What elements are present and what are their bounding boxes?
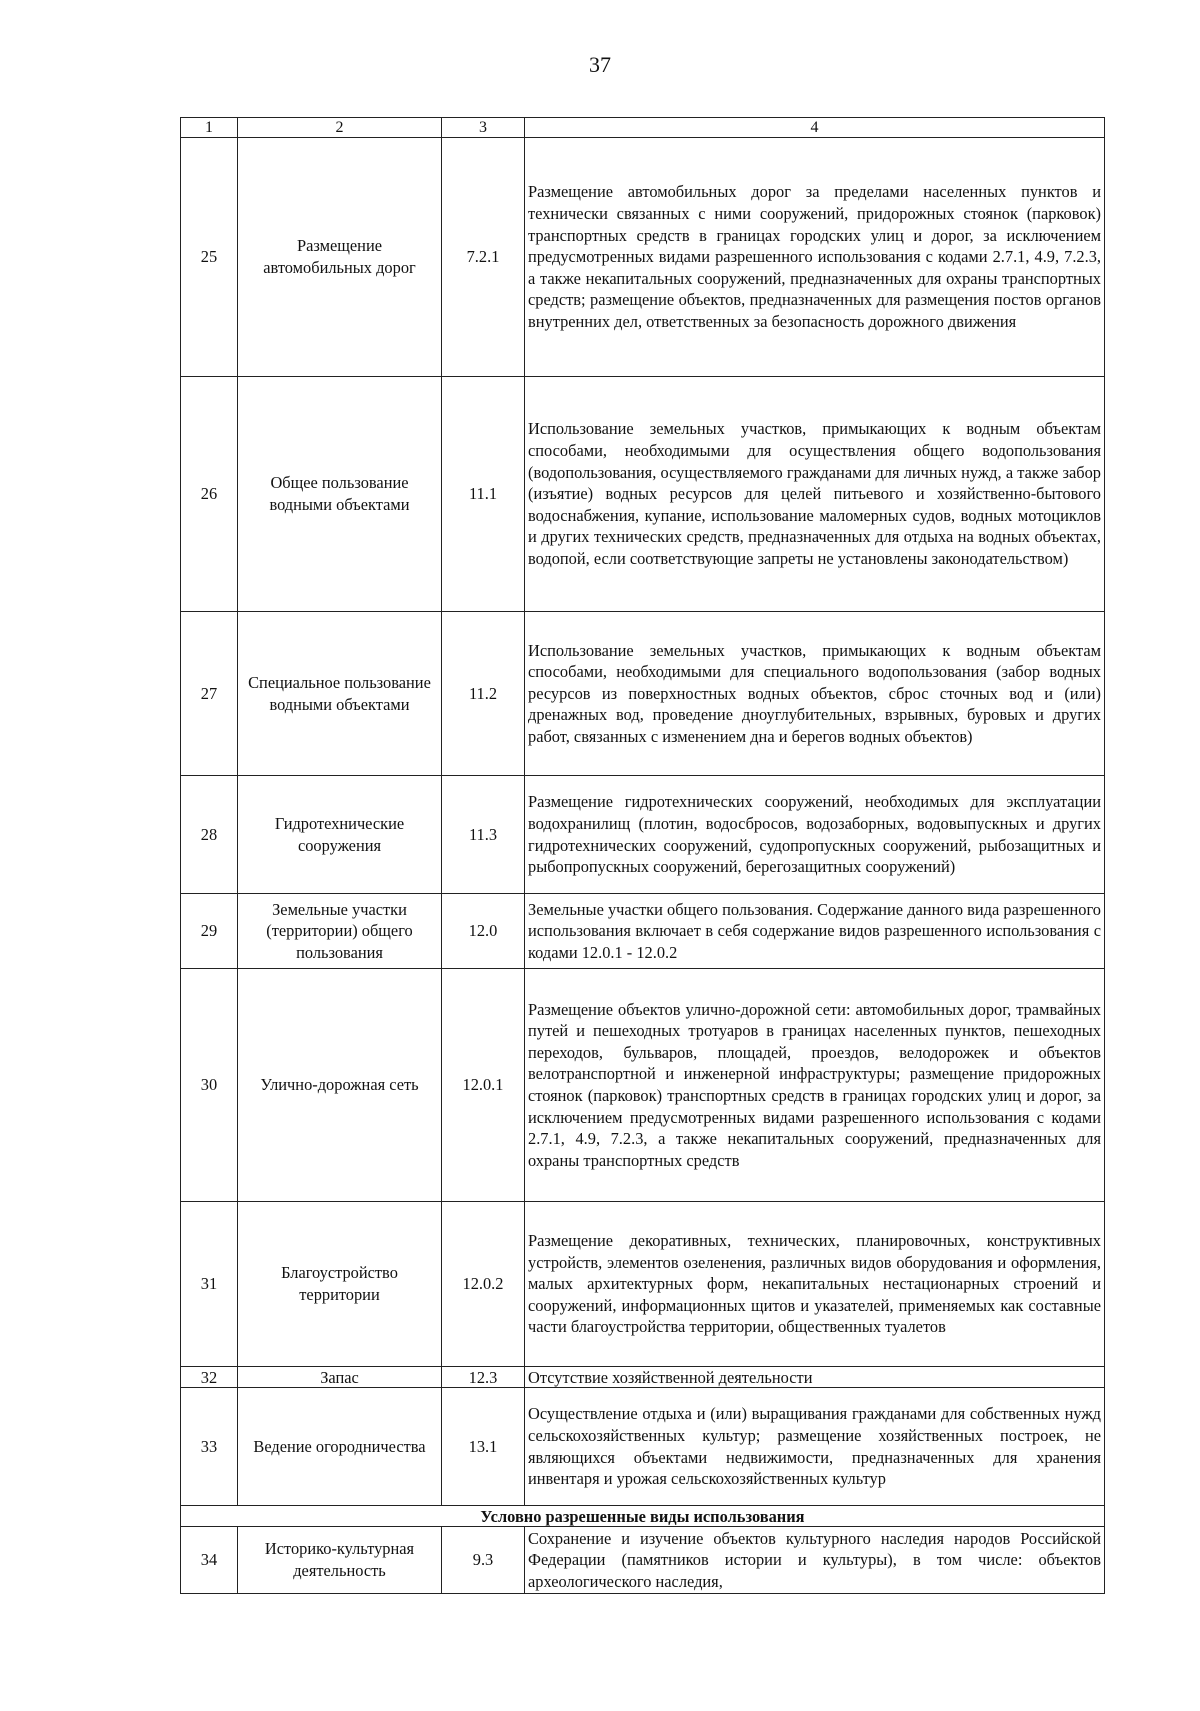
section-title: Условно разрешенные виды использования [181, 1506, 1105, 1527]
use-name: Земельные участки (территории) общего пользования [238, 894, 442, 969]
table-row [181, 1527, 1105, 1594]
table-row [181, 612, 1105, 776]
table-header-row [181, 118, 1105, 138]
row-number: 33 [181, 1388, 238, 1506]
use-description: Размещение декоративных, технических, планировочных, конструктивных устройств, элементов озеленения, различных видов оборудования и оформления, малых архитектурных форм, некапитальных нестационарных строений и сооружений, информационных щитов и указателей, применяемых как составные части благоустройства территории, общественных туалетов [525, 1202, 1105, 1367]
use-description: Отсутствие хозяйственной деятельности [525, 1367, 1105, 1388]
row-number: 32 [181, 1367, 238, 1388]
use-description: Использование земельных участков, примыкающих к водным объектам способами, необходимыми для осуществления общего водопользования (водопользования, осуществляемого гражданами для личных нужд, а также забор (изъятие) водных ресурсов для целей питьевого и хозяйственно-бытового водоснабжения, купание, использование маломерных судов, водных мотоциклов и других технических средств, предназначенных для отдыха на водных объектах, водопой, если соответствующие запреты не установлены законодательством) [525, 377, 1105, 612]
table-row [181, 1202, 1105, 1367]
row-number: 29 [181, 894, 238, 969]
row-number: 25 [181, 138, 238, 377]
use-description: Размещение объектов улично-дорожной сети: автомобильных дорог, трамвайных путей и пешеходных тротуаров в границах населенных пунктов, пешеходных переходов, бульваров, площадей, проездов, велодорожек и объектов велотранспортной и инженерной инфраструктуры; размещение придорожных стоянок (парковок) транспортных средств в границах городских улиц и дорог, за исключением предусмотренных видами разрешенного использования с кодами 2.7.1, 4.9, 7.2.3, а также некапитальных сооружений, предназначенных для охраны транспортных средств [525, 969, 1105, 1202]
use-name: Запас [238, 1367, 442, 1388]
land-use-table [180, 117, 1105, 1594]
use-description: Осуществление отдыха и (или) выращивания гражданами для собственных нужд сельскохозяйственных культур; размещение хозяйственных построек, не являющихся объектами недвижимости, предназначенных для хранения инвентаря и урожая сельскохозяйственных культур [525, 1388, 1105, 1506]
row-number: 26 [181, 377, 238, 612]
column-header: 3 [442, 118, 525, 138]
table-row [181, 1388, 1105, 1506]
use-code: 7.2.1 [442, 138, 525, 377]
use-code: 11.2 [442, 612, 525, 776]
use-name: Благоустройство территории [238, 1202, 442, 1367]
use-name: Общее пользование водными объектами [238, 377, 442, 612]
use-name: Ведение огородничества [238, 1388, 442, 1506]
use-description: Сохранение и изучение объектов культурного наследия народов Российской Федерации (памятников истории и культуры), в том числе: объектов археологического наследия, [525, 1527, 1105, 1594]
table-row [181, 776, 1105, 894]
row-number: 31 [181, 1202, 238, 1367]
use-code: 12.0 [442, 894, 525, 969]
table-row [181, 1367, 1105, 1388]
use-name: Гидротехнические сооружения [238, 776, 442, 894]
use-description: Размещение автомобильных дорог за пределами населенных пунктов и технически связанных с ними сооружений, придорожных стоянок (парковок) транспортных средств в границах городских улиц и дорог, за исключением предусмотренных видами разрешенного использования с кодами 2.7.1, 4.9, 7.2.3, а также некапитальных сооружений, предназначенных для охраны транспортных средств; размещение объектов, предназначенных для размещения постов органов внутренних дел, ответственных за безопасность дорожного движения [525, 138, 1105, 377]
table-row [181, 377, 1105, 612]
use-code: 12.0.2 [442, 1202, 525, 1367]
column-header: 4 [525, 118, 1105, 138]
use-description: Размещение гидротехнических сооружений, необходимых для эксплуатации водохранилищ (плотин, водосбросов, водозаборных, водовыпускных и других гидротехнических сооружений, судопропускных сооружений, рыбозащитных и рыбопропускных сооружений, берегозащитных сооружений) [525, 776, 1105, 894]
table-row [181, 969, 1105, 1202]
section-header-row [181, 1506, 1105, 1527]
row-number: 27 [181, 612, 238, 776]
use-description: Земельные участки общего пользования. Содержание данного вида разрешенного использования включает в себя содержание видов разрешенного использования с кодами 12.0.1 - 12.0.2 [525, 894, 1105, 969]
use-code: 9.3 [442, 1527, 525, 1594]
use-code: 11.3 [442, 776, 525, 894]
row-number: 30 [181, 969, 238, 1202]
use-name: Историко-культурная деятельность [238, 1527, 442, 1594]
use-code: 12.3 [442, 1367, 525, 1388]
column-header: 1 [181, 118, 238, 138]
use-code: 12.0.1 [442, 969, 525, 1202]
table-row [181, 894, 1105, 969]
column-header: 2 [238, 118, 442, 138]
table-row [181, 138, 1105, 377]
use-name: Специальное пользование водными объектами [238, 612, 442, 776]
use-code: 11.1 [442, 377, 525, 612]
use-description: Использование земельных участков, примыкающих к водным объектам способами, необходимыми для специального водопользования (забор водных ресурсов из поверхностных водных объектов, сброс сточных вод и (или) дренажных вод, проведение дноуглубительных, взрывных, буровых и других работ, связанных с изменением дна и берегов водных объектов) [525, 612, 1105, 776]
row-number: 34 [181, 1527, 238, 1594]
use-name: Размещение автомобильных дорог [238, 138, 442, 377]
row-number: 28 [181, 776, 238, 894]
page-number: 37 [589, 52, 611, 77]
use-name: Улично-дорожная сеть [238, 969, 442, 1202]
use-code: 13.1 [442, 1388, 525, 1506]
